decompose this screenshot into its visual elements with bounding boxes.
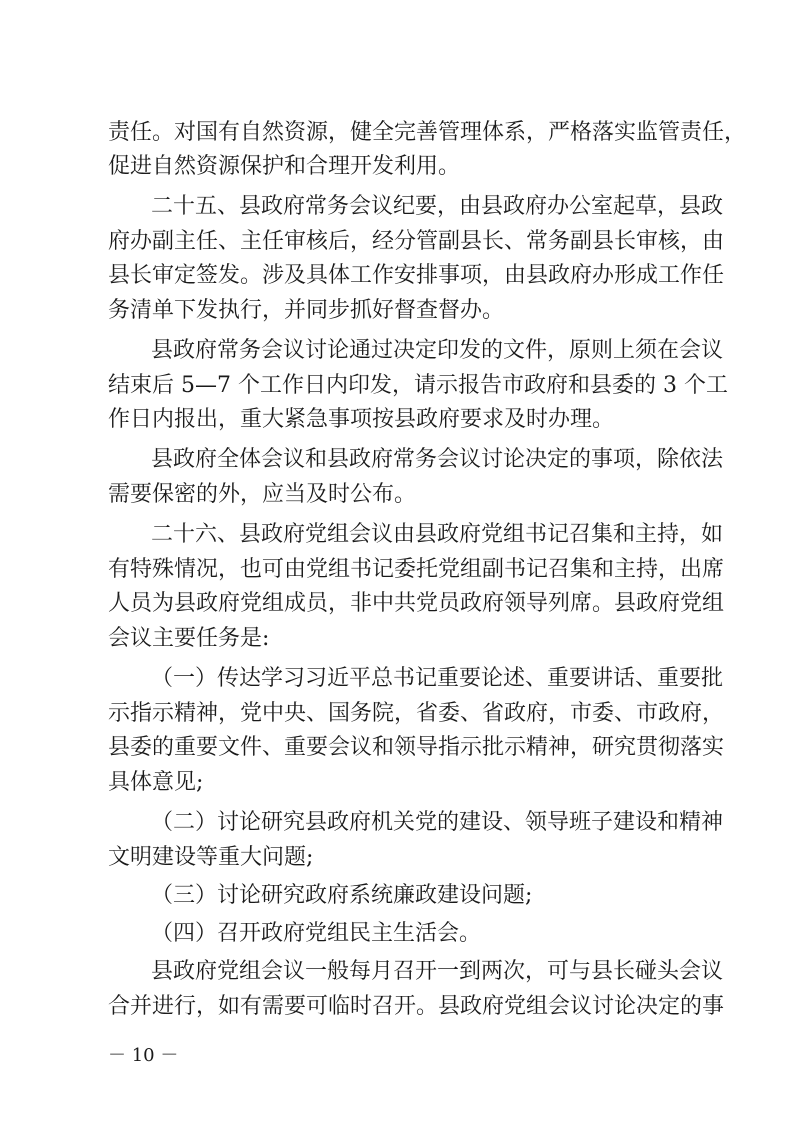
paragraph-line: 县政府全体会议和县政府常务会议讨论决定的事项，除依法 xyxy=(151,447,724,472)
text-line: 有特殊情况，也可由党组书记委托党组副书记召集和主持，出席 xyxy=(108,557,725,582)
text-line: 会议主要任务是: xyxy=(108,626,270,651)
list-item-line: （二）讨论研究县政府机关党的建设、领导班子建设和精神 xyxy=(151,810,724,835)
text-line: 需要保密的外，应当及时公布。 xyxy=(108,482,417,507)
text-line: 具体意见; xyxy=(108,770,204,795)
text-line: 人员为县政府党组成员，非中共党员政府领导列席。县政府党组 xyxy=(108,591,725,616)
paragraph-line: 县政府常务会议讨论通过决定印发的文件，原则上须在会议 xyxy=(151,338,724,363)
paragraph-line: 二十五、县政府常务会议纪要，由县政府办公室起草，县政 xyxy=(151,194,724,219)
paragraph-line: 县政府党组会议一般每月召开一到两次，可与县长碰头会议 xyxy=(151,959,724,984)
text-line: 促进自然资源保护和合理开发利用。 xyxy=(108,154,461,179)
text-line: 县长审定签发。涉及具体工作安排事项，由县政府办形成工作任 xyxy=(108,263,725,288)
text-line: 合并进行，如有需要可临时召开。县政府党组会议讨论决定的事 xyxy=(108,994,725,1019)
text-line: 县委的重要文件、重要会议和领导指示批示精神，研究贯彻落实 xyxy=(108,735,725,760)
text-line: 府办副主任、主任审核后，经分管副县长、常务副县长审核，由 xyxy=(108,229,725,254)
paragraph-line: 二十六、县政府党组会议由县政府党组书记召集和主持，如 xyxy=(151,522,724,547)
text-line: 务清单下发执行，并同步抓好督查督办。 xyxy=(108,298,505,323)
text-line: 责任。对国有自然资源，健全完善管理体系，严格落实监管责任， xyxy=(108,120,747,145)
text-line: 结束后 5—7 个工作日内印发，请示报告市政府和县委的 3 个工 xyxy=(108,373,728,398)
list-item-line: （四）召开政府党组民主生活会。 xyxy=(151,921,482,946)
list-item-line: （三）讨论研究政府系统廉政建设问题; xyxy=(151,883,533,908)
text-line: 示指示精神，党中央、国务院，省委、省政府，市委、市政府， xyxy=(108,701,725,726)
text-line: 作日内报出，重大紧急事项按县政府要求及时办理。 xyxy=(108,407,615,432)
page-number: － 10 － xyxy=(108,1045,179,1066)
text-line: 文明建设等重大问题; xyxy=(108,845,314,870)
list-item-line: （一）传达学习习近平总书记重要论述、重要讲话、重要批 xyxy=(151,666,724,691)
